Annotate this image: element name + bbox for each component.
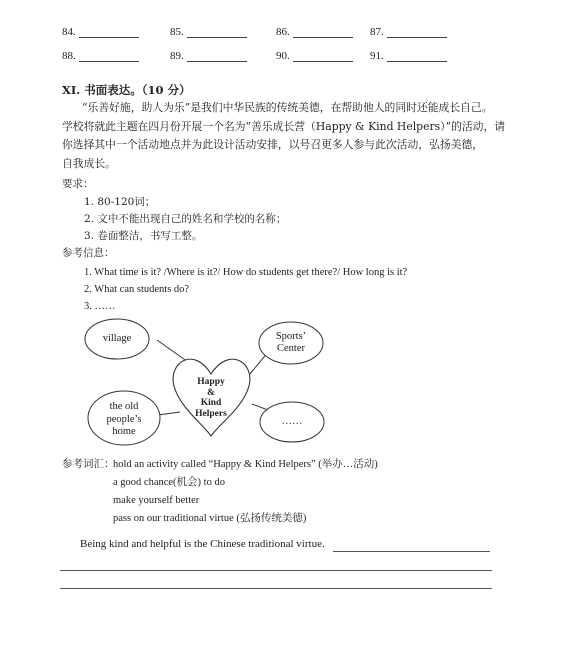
center-label-kind: Kind <box>200 398 222 408</box>
answer-90[interactable]: 90. <box>276 50 353 62</box>
requirement-3: 3. 卷面整洁，书写工整。 <box>84 230 203 242</box>
para-line-3: 你选择其中一个活动地点并为此设计活动安排，以号召更多人参与此次活动，弘扬美德， <box>62 138 484 151</box>
answer-87[interactable]: 87. <box>370 26 447 38</box>
center-label-helpers: Helpers <box>195 408 227 419</box>
requirement-2: 2. 文中不能出现自己的姓名和学校的名称； <box>84 213 287 225</box>
center-label-happy: Happy <box>197 377 225 387</box>
section-title: XI. 书面表达。（10 分） <box>62 83 191 97</box>
connector-oldhome <box>158 412 180 415</box>
vocab-item-1: hold an activity called “Happy & Kind Helpers” (举办…活动) <box>113 459 378 470</box>
vocab-title: 参考词汇： <box>62 458 115 470</box>
writing-opening: Being kind and helpful is the Chinese traditional virtue. <box>80 538 325 550</box>
answer-84[interactable]: 84. <box>62 26 139 38</box>
vocab-item-2: a good chance(机会) to do <box>113 477 225 488</box>
info-title: 参考信息： <box>62 247 115 259</box>
writing-blank-1[interactable] <box>333 551 490 552</box>
center-label <box>185 377 237 419</box>
info-1: 1. What time is it? /Where is it?/ How do students get there?/ How long is it? <box>84 267 408 278</box>
writing-line-3[interactable] <box>60 588 492 589</box>
answer-89[interactable]: 89. <box>170 50 247 62</box>
para-line-1: “乐善好施，助人为乐”是我们中华民族的传统美德，在帮助他人的同时还能成长自己。 <box>82 101 493 114</box>
requirements-title: 要求： <box>62 178 94 190</box>
oldhome-label-line-2: people’s <box>106 413 142 425</box>
answer-88[interactable]: 88. <box>62 50 139 62</box>
connector-dots <box>252 404 268 410</box>
info-2: 2. What can students do? <box>84 284 190 295</box>
vocab-item-4: pass on our traditional virtue (弘扬传统美德) <box>113 513 307 524</box>
writing-line-2[interactable] <box>60 570 492 571</box>
answer-91[interactable]: 91. <box>370 50 447 62</box>
answer-85[interactable]: 85. <box>170 26 247 38</box>
oldhome-label-line-3: home <box>112 426 136 437</box>
info-3: 3. …… <box>84 301 116 312</box>
sports-label-line-2: Center <box>277 343 305 354</box>
para-line-4: 自我成长。 <box>62 156 116 170</box>
vocab-item-3: make yourself better <box>113 495 200 506</box>
oldhome-label-line-1: the old <box>109 401 139 412</box>
old-home-label <box>88 401 160 439</box>
sports-label-line-1: Sports’ <box>275 331 307 342</box>
para-line-2: 学校将就此主题在四月份开展一个名为“善乐成长营（Happy & Kind Helpers）”的活动，请 <box>62 119 506 133</box>
center-label-amp: & <box>207 387 215 398</box>
requirement-1: 1. 80-120词； <box>84 196 156 208</box>
vocab-list <box>113 456 378 528</box>
village-label: village <box>102 333 132 344</box>
answer-86[interactable]: 86. <box>276 26 353 38</box>
dots-label: …… <box>281 416 303 427</box>
sports-center-label <box>259 331 323 355</box>
